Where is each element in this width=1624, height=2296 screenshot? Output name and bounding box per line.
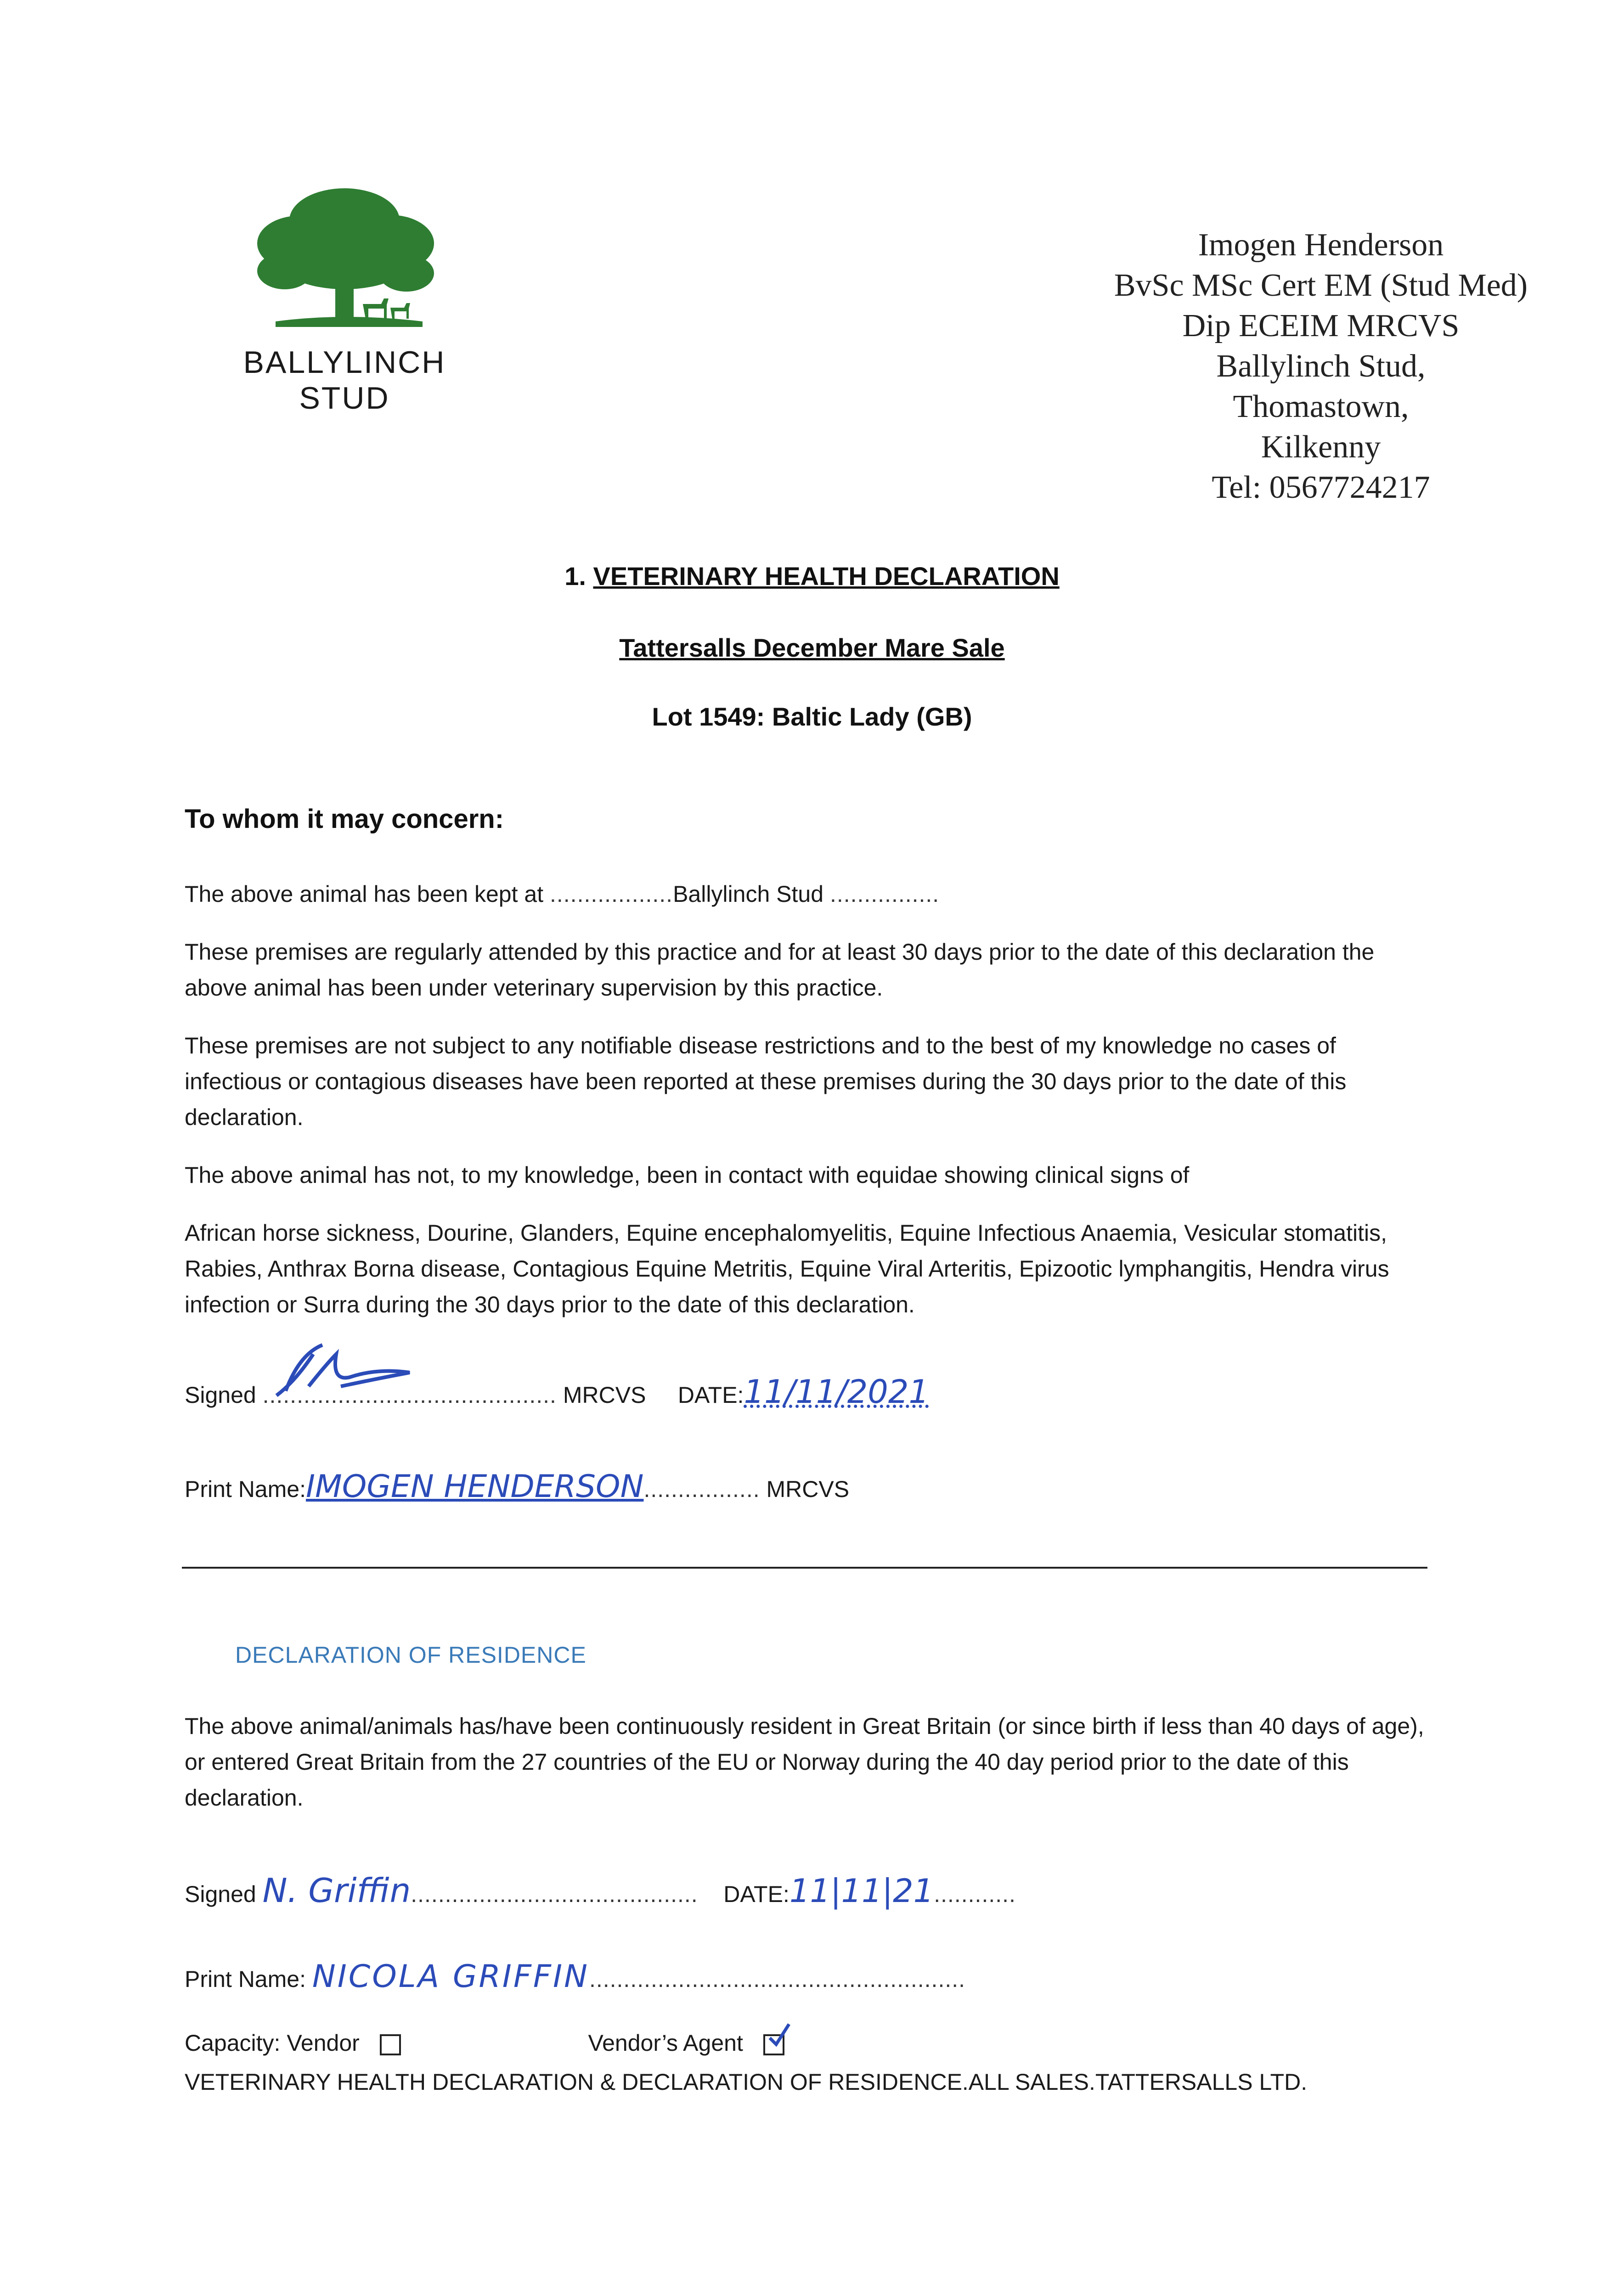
vendor-print-dots: ....................................................... bbox=[589, 1966, 966, 1992]
vendor-print-name-value: NICOLA GRIFFIN bbox=[312, 1958, 589, 1995]
declaration-title: VETERINARY HEALTH DECLARATION bbox=[593, 562, 1060, 591]
declaration-body bbox=[185, 876, 1438, 1345]
logo-line-1: BALLYLINCH bbox=[243, 345, 446, 380]
vendor-date-label: DATE: bbox=[723, 1881, 789, 1907]
vendor-agent-checkbox[interactable] bbox=[763, 2034, 784, 2055]
vendor-signed-dots: .......................................... bbox=[411, 1881, 698, 1907]
vet-print-name-value: IMOGEN HENDERSON bbox=[305, 1469, 644, 1505]
capacity-line bbox=[185, 2030, 784, 2056]
vendor-signature: N. Griffin bbox=[262, 1871, 411, 1910]
sale-title: Tattersalls December Mare Sale bbox=[619, 633, 1005, 662]
vendor-date-dots: ............ bbox=[934, 1881, 1016, 1907]
vet-qualifications-1: BvSc MSc Cert EM (Stud Med) bbox=[1114, 268, 1528, 303]
vendor-print-label: Print Name: bbox=[185, 1966, 306, 1992]
vendor-agent-label: Vendor’s Agent bbox=[588, 2030, 743, 2056]
residence-paragraph: The above animal/animals has/have been continuously resident in Great Britain (or since birth if less than 40 days of age), or entered Great Britain from the 27 countries of the EU or Norway during the 40 day period prior to the date of this declaration. bbox=[185, 1713, 1424, 1811]
page-title bbox=[0, 561, 1624, 591]
kept-dots-right: ................ bbox=[829, 881, 940, 907]
kept-place: Ballylinch Stud bbox=[673, 881, 824, 907]
vendor-date-value: 11|11|21 bbox=[789, 1872, 934, 1910]
logo-line-2: STUD bbox=[299, 381, 390, 416]
residence-title: DECLARATION OF RESIDENCE bbox=[235, 1642, 586, 1668]
vendor-print-name-line bbox=[185, 1958, 965, 1995]
lot-title: Lot 1549: Baltic Lady (GB) bbox=[652, 702, 972, 731]
address-line-2: Thomastown, bbox=[1233, 389, 1409, 424]
oak-tree-with-horses-icon bbox=[248, 184, 441, 335]
paragraph-supervision: These premises are regularly attended by this practice and for at least 30 days prior to the date of this declaration the above animal has been under veterinary supervision by this practice. bbox=[185, 939, 1375, 1001]
vet-print-name-line bbox=[185, 1469, 849, 1505]
kept-at-line bbox=[185, 876, 1438, 912]
kept-dots-left: .................. bbox=[550, 881, 673, 907]
vet-address-block bbox=[1068, 225, 1573, 508]
paragraph-contact: The above animal has not, to my knowledge, been in contact with equidae showing clinical signs of bbox=[185, 1162, 1190, 1188]
signed-label: Signed bbox=[185, 1382, 256, 1408]
print-mrcvs-suffix: MRCVS bbox=[766, 1476, 850, 1502]
footer-text: VETERINARY HEALTH DECLARATION & DECLARATION OF RESIDENCE.ALL SALES.TATTERSALLS LTD. bbox=[185, 2069, 1308, 2095]
vendor-signed-line bbox=[185, 1871, 1016, 1910]
telephone: Tel: 0567724217 bbox=[1212, 470, 1430, 505]
ballylinch-logo bbox=[230, 184, 459, 416]
vendor-signed-label: Signed bbox=[185, 1881, 256, 1907]
capacity-label: Capacity: Vendor bbox=[185, 2030, 360, 2056]
vet-qualifications-2: Dip ECEIM MRCVS bbox=[1182, 308, 1460, 343]
paragraph-diseases: African horse sickness, Dourine, Glanders, Equine encephalomyelitis, Equine Infectious Anaemia, Vesicular stomatitis, Rabies, Anthrax Borna disease, Contagious Equine Metritis, Equine Viral Arteritis, Epizootic lymphangitis, Hendra virus infection or Surra during the 30 days prior to the date of this declaration. bbox=[185, 1220, 1389, 1317]
address-line-1: Ballylinch Stud, bbox=[1216, 349, 1426, 384]
vendor-checkbox[interactable] bbox=[380, 2034, 401, 2055]
address-line-3: Kilkenny bbox=[1261, 429, 1381, 465]
signed-dots: ........................................... bbox=[262, 1382, 557, 1408]
vet-date-value: 11/11/2021 bbox=[744, 1373, 929, 1411]
residence-body bbox=[185, 1708, 1438, 1838]
checkmark-icon bbox=[768, 2022, 791, 2050]
date-label: DATE: bbox=[677, 1382, 744, 1408]
paragraph-restrictions: These premises are not subject to any notifiable disease restrictions and to the best of my knowledge no cases of infectious or contagious diseases have been reported at these premises during the 30 days prior to the date of this declaration. bbox=[185, 1033, 1347, 1130]
salutation: To whom it may concern: bbox=[185, 804, 504, 834]
vet-signed-line bbox=[185, 1373, 929, 1411]
kept-prefix: The above animal has been kept at bbox=[185, 881, 544, 907]
print-dots: ................. bbox=[643, 1476, 760, 1502]
section-number: 1. bbox=[564, 562, 586, 591]
mrcvs-suffix: MRCVS bbox=[563, 1382, 646, 1408]
vet-signature-scribble bbox=[258, 1336, 469, 1405]
section-divider bbox=[182, 1567, 1427, 1569]
print-name-label: Print Name: bbox=[185, 1476, 306, 1502]
vet-name: Imogen Henderson bbox=[1198, 227, 1444, 263]
